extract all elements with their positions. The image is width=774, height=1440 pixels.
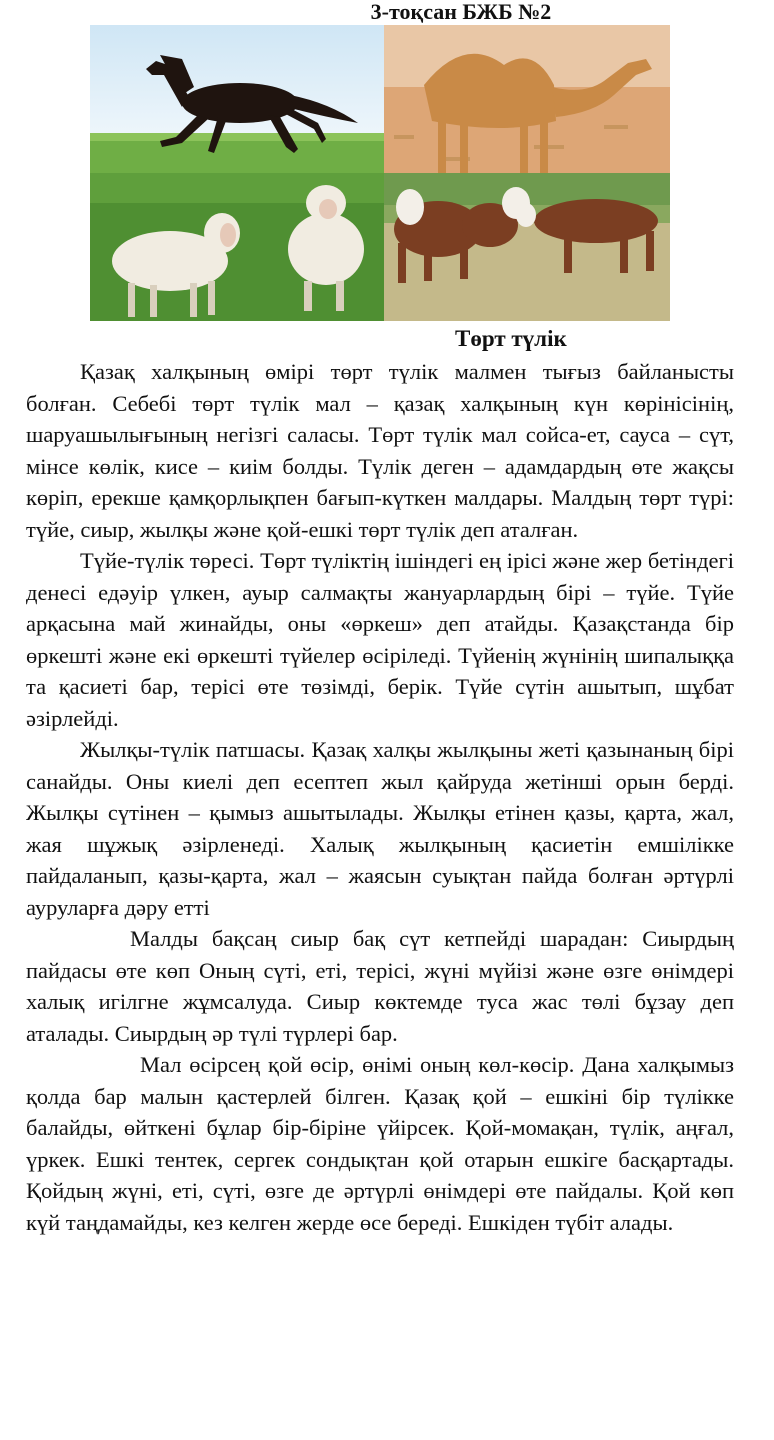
paragraph-horse: Жылқы-түлік патшасы. Қазақ халқы жылқыны жеті қазынаның бірі санайды. Оны киелі деп есептеп жыл қайруда жетінші орын берді. Жылқы сүтінен – қымыз ашытылады. Жылқы етінен қазы, қарта, жал, жая шұжық әзірленеді. Халық жылқының қасиетін емшілікке пайдаланып, қазы-қарта, жал – жаясын суықтан пайда болған әртүрлі ауруларға дәру етті — [26, 737, 734, 920]
camel-photo — [384, 25, 670, 173]
camel-illustration — [384, 25, 670, 173]
paragraph-intro: Қазақ халқының өмірі төрт түлік малмен тығыз байланысты болған. Себебі төрт түлік мал – қазақ халқының күн көрінісінің, шаруашылығының негізгі саласы. Төрт түлік мал сойса-ет, сауса – сүт, мінсе көлік, кисе – киім болды. Түлік деген – адамдардың өте жақсы көріп, ерекше қамқорлықпен бағып-күткен малдары. Малдың төрт түрі: түйе, сиыр, жылқы және қой-ешкі төрт түлік деп аталған. — [26, 359, 734, 542]
paragraph-camel: Түйе-түлік төресі. Төрт түліктің ішіндегі ең ірісі және жер бетіндегі денесі едәуір үлкен, ауыр салмақты жануарлардың бірі – түйе. Түйе арқасына май жинайды, оны «өркеш» деп атайды. Қазақстанда бір өркешті және екі өркешті түйелер өсіріледі. Түйенің жүнінің шипалыққа та қасиеті бар, терісі өте төзімді, берік. Түйе сүтін ашытып, шұбат әзірлейді. — [26, 548, 734, 731]
paragraph-cow: Малды бақсаң сиыр бақ сүт кетпейді шарадан: Сиырдың пайдасы өте көп Оның сүті, еті, терісі, жүні мүйізі және өзге өнімдері халық игілгне жұмсалуда. Сиыр көктемде туса жас төлі бұзау деп аталады. Сиырдың әр түлі түрлері бар. — [26, 926, 734, 1046]
animals-photo-collage — [90, 25, 670, 321]
article-title: Төрт түлік — [455, 326, 567, 351]
cows-illustration — [384, 173, 670, 321]
paragraph-sheep: Мал өсірсең қой өсір, өнімі оның көл-көсір. Дана халқымыз қолда бар малын қастерлей білген. Қазақ қой – ешкіні бір түлікке балайды, өйткені бұлар бір-біріне үйірсек. Қой-момақан, түлік, аңғал, үркек. Ешкі тентек, сергек сондықтан қой отарын ешкіге басқартады. Қойдың жүні, еті, сүті, өзге де әртүрлі өнімдері өте пайдалы. Қой көп күй таңдамайды, кез келген жерде өсе береді. Ешкіден түбіт алады. — [26, 1052, 734, 1235]
horse-photo — [90, 25, 384, 173]
article-body — [26, 356, 734, 1238]
horse-illustration — [90, 25, 384, 173]
sheep-photo — [90, 173, 384, 321]
sheep-illustration — [90, 173, 384, 321]
page-header: 3-тоқсан БЖБ №2 — [370, 0, 552, 24]
cows-photo — [384, 173, 670, 321]
